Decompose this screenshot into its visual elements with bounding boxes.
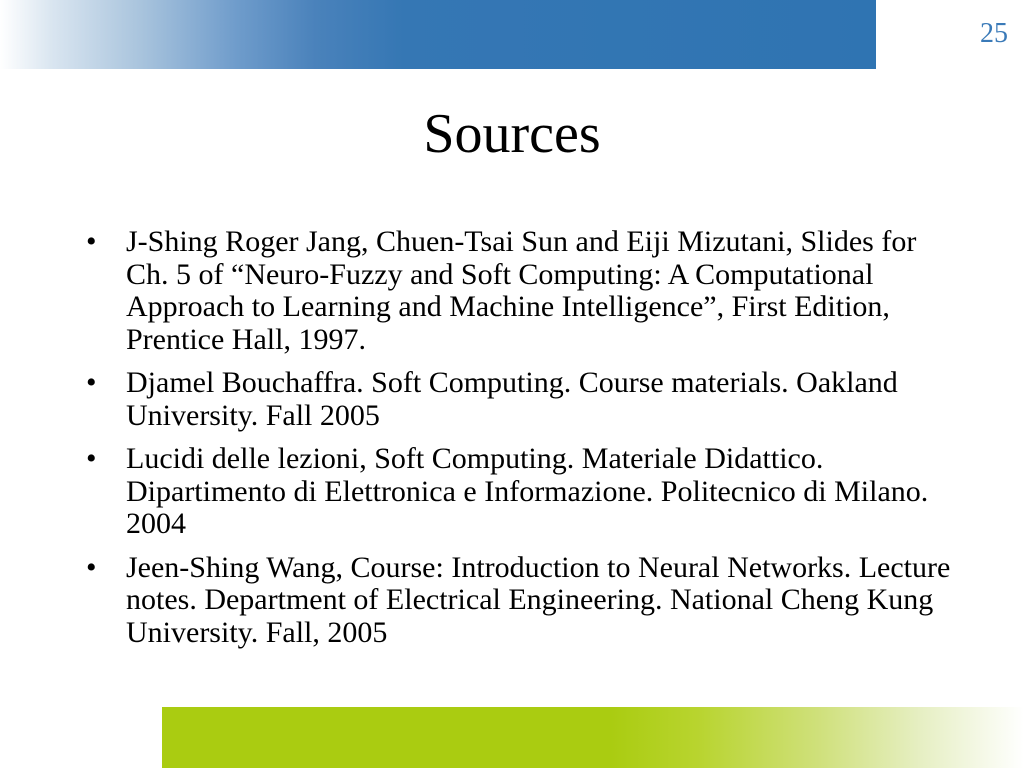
slide-title: Sources — [423, 103, 601, 165]
slide-number: 25 — [980, 18, 1008, 49]
list-item — [86, 367, 966, 432]
bullet-text: Jeen-Shing Wang, Course: Introduction to Neural Networks. Lecture notes. Department of Electrical Engineering. National Cheng Kung University. Fall, 2005 — [126, 550, 951, 649]
bullet-text: Djamel Bouchaffra. Soft Computing. Course materials. Oakland University. Fall 2005 — [126, 366, 898, 432]
bullet-icon: • — [86, 442, 97, 475]
list-item — [86, 443, 966, 541]
top-decorative-bar — [0, 0, 876, 69]
bullet-icon: • — [86, 366, 97, 399]
bottom-decorative-bar — [162, 707, 1024, 768]
list-item — [86, 226, 966, 356]
list-item — [86, 552, 966, 650]
bullet-icon: • — [86, 225, 97, 258]
bullet-text: Lucidi delle lezioni, Soft Computing. Materiale Didattico. Dipartimento di Elettronica e Informazione. Politecnico di Milano. 2004 — [126, 442, 929, 540]
bullet-icon: • — [86, 550, 97, 584]
sources-list — [86, 226, 966, 660]
bullet-text: J-Shing Roger Jang, Chuen-Tsai Sun and Eiji Mizutani, Slides for Ch. 5 of “Neuro-Fuzzy and Soft Computing: A Computational Approach to Learning and Machine Intelligence”, First Edition, Prentice Hall, 1997. — [126, 225, 917, 356]
